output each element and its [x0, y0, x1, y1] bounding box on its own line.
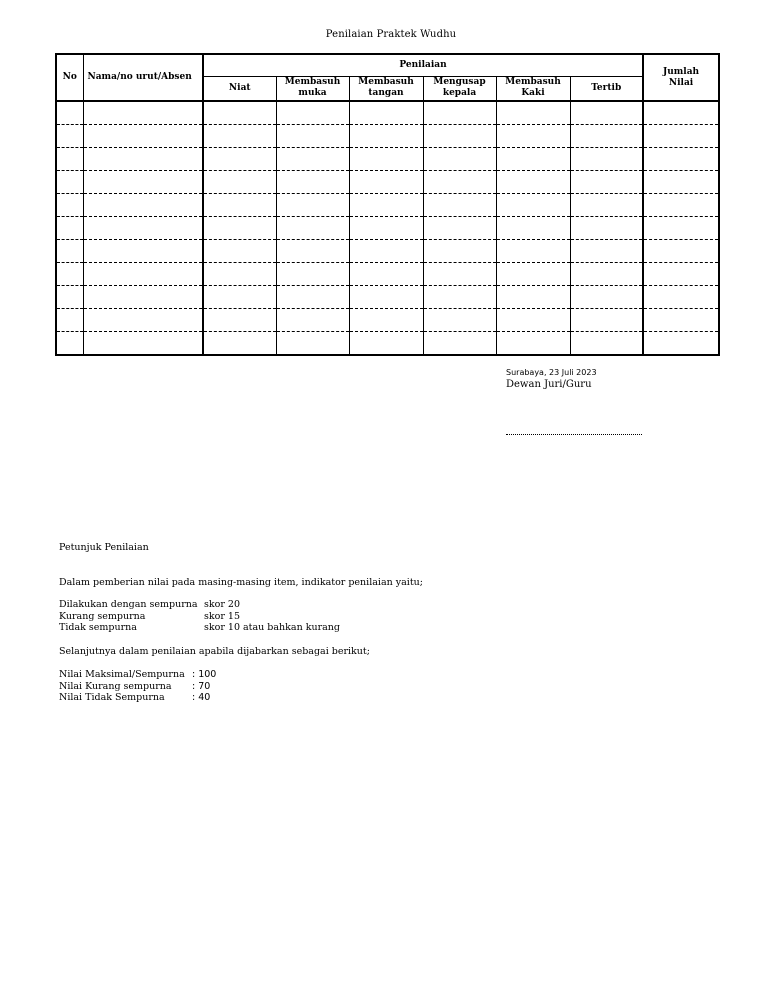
signature-place-date: Surabaya, 23 Juli 2023 — [506, 368, 597, 377]
table-cell[interactable] — [423, 171, 496, 194]
table-cell[interactable] — [643, 194, 719, 217]
table-cell[interactable] — [203, 101, 276, 125]
table-cell[interactable] — [349, 171, 423, 194]
table-cell[interactable] — [83, 125, 203, 148]
table-cell[interactable] — [56, 309, 83, 332]
table-cell[interactable] — [643, 148, 719, 171]
table-cell[interactable] — [643, 286, 719, 309]
header-name: Nama/no urut/Absen — [83, 54, 203, 101]
table-cell[interactable] — [496, 171, 570, 194]
table-cell[interactable] — [643, 171, 719, 194]
header-total-line2: Nilai — [668, 77, 694, 88]
table-cell[interactable] — [570, 263, 643, 286]
score-criteria-list — [59, 599, 340, 634]
table-cell[interactable] — [349, 101, 423, 125]
table-cell[interactable] — [643, 240, 719, 263]
table-cell[interactable] — [570, 194, 643, 217]
table-cell[interactable] — [496, 125, 570, 148]
table-row — [56, 148, 719, 171]
table-cell[interactable] — [83, 309, 203, 332]
score-value-label: Nilai Kurang sempurna — [59, 680, 172, 692]
table-row — [56, 217, 719, 240]
table-cell[interactable] — [423, 217, 496, 240]
table-cell[interactable] — [423, 101, 496, 125]
table-cell[interactable] — [203, 148, 276, 171]
table-cell[interactable] — [349, 194, 423, 217]
table-cell[interactable] — [276, 263, 349, 286]
score-value-label: Nilai Tidak Sempurna — [59, 692, 165, 703]
table-cell[interactable] — [83, 101, 203, 125]
table-cell[interactable] — [423, 286, 496, 309]
score-criterion-value: skor 10 atau bahkan kurang — [204, 622, 341, 633]
table-cell[interactable] — [349, 148, 423, 171]
table-cell[interactable] — [83, 217, 203, 240]
table-cell[interactable] — [570, 286, 643, 309]
table-cell[interactable] — [203, 309, 276, 332]
table-cell[interactable] — [643, 263, 719, 286]
table-row — [56, 194, 719, 217]
table-cell[interactable] — [496, 148, 570, 171]
score-criterion-row — [59, 622, 340, 634]
table-cell[interactable] — [349, 286, 423, 309]
table-cell[interactable] — [496, 309, 570, 332]
signature-line — [506, 434, 642, 435]
table-cell[interactable] — [496, 332, 570, 356]
table-cell[interactable] — [56, 217, 83, 240]
header-penilaian: Penilaian — [203, 54, 643, 76]
table-cell[interactable] — [349, 240, 423, 263]
table-row — [56, 309, 719, 332]
score-value-row — [59, 681, 216, 693]
table-cell[interactable] — [83, 194, 203, 217]
header-criterion-niat: Niat — [203, 76, 276, 101]
guide-intro: Dalam pemberian nilai pada masing-masing item, indikator penilaian yaitu; — [59, 577, 423, 588]
table-cell[interactable] — [203, 286, 276, 309]
table-cell[interactable] — [423, 263, 496, 286]
table-cell[interactable] — [423, 148, 496, 171]
table-row — [56, 171, 719, 194]
header-criterion-membasuh-kaki: Membasuh Kaki — [496, 76, 570, 101]
score-value-label: Nilai Maksimal/Sempurna — [59, 669, 185, 680]
header-total-line1: Jumlah — [662, 66, 700, 77]
table-cell[interactable] — [570, 148, 643, 171]
assessment-table — [55, 53, 720, 356]
table-cell[interactable] — [56, 263, 83, 286]
table-cell[interactable] — [496, 194, 570, 217]
table-cell[interactable] — [203, 125, 276, 148]
table-cell[interactable] — [83, 332, 203, 356]
table-cell[interactable] — [56, 194, 83, 217]
table-cell[interactable] — [203, 263, 276, 286]
table-cell[interactable] — [496, 101, 570, 125]
score-value: : 40 — [192, 692, 211, 703]
table-cell[interactable] — [83, 286, 203, 309]
table-cell[interactable] — [276, 148, 349, 171]
table-cell[interactable] — [643, 309, 719, 332]
signature-role: Dewan Juri/Guru — [506, 379, 592, 390]
table-cell[interactable] — [83, 263, 203, 286]
table-cell[interactable] — [83, 240, 203, 263]
table-cell[interactable] — [423, 194, 496, 217]
table-cell[interactable] — [496, 240, 570, 263]
table-cell[interactable] — [423, 125, 496, 148]
table-cell[interactable] — [349, 309, 423, 332]
score-value: : 70 — [192, 680, 211, 692]
table-cell[interactable] — [349, 263, 423, 286]
guide-title: Petunjuk Penilaian — [59, 542, 149, 553]
score-criterion-label: Dilakukan dengan sempurna — [59, 599, 198, 610]
header-total — [643, 54, 719, 101]
table-cell[interactable] — [203, 332, 276, 356]
table-cell[interactable] — [570, 125, 643, 148]
table-cell[interactable] — [203, 171, 276, 194]
table-cell[interactable] — [276, 332, 349, 356]
table-cell[interactable] — [643, 332, 719, 356]
table-cell[interactable] — [423, 309, 496, 332]
table-cell[interactable] — [56, 125, 83, 148]
table-cell[interactable] — [276, 125, 349, 148]
table-cell[interactable] — [276, 286, 349, 309]
header-criterion-tertib: Tertib — [570, 76, 643, 101]
table-cell[interactable] — [423, 240, 496, 263]
table-cell[interactable] — [56, 171, 83, 194]
table-cell[interactable] — [349, 217, 423, 240]
table-cell[interactable] — [56, 101, 83, 125]
guide-next: Selanjutnya dalam penilaian apabila dijabarkan sebagai berikut; — [59, 646, 370, 657]
table-cell[interactable] — [570, 309, 643, 332]
table-cell[interactable] — [203, 217, 276, 240]
table-row — [56, 101, 719, 125]
table-row — [56, 286, 719, 309]
table-cell[interactable] — [56, 332, 83, 356]
table-cell[interactable] — [349, 332, 423, 356]
table-cell[interactable] — [276, 240, 349, 263]
header-criterion-membasuh-muka: Membasuh muka — [276, 76, 349, 101]
table-cell[interactable] — [276, 309, 349, 332]
table-cell[interactable] — [56, 240, 83, 263]
table-cell[interactable] — [570, 332, 643, 356]
table-cell[interactable] — [56, 286, 83, 309]
table-cell[interactable] — [349, 125, 423, 148]
table-row — [56, 240, 719, 263]
table-cell[interactable] — [56, 148, 83, 171]
score-value-row — [59, 692, 216, 704]
table-cell[interactable] — [496, 217, 570, 240]
table-body — [56, 101, 719, 355]
score-criterion-row — [59, 611, 340, 623]
table-cell[interactable] — [203, 240, 276, 263]
table-cell[interactable] — [83, 171, 203, 194]
table-cell[interactable] — [276, 194, 349, 217]
table-cell[interactable] — [643, 125, 719, 148]
table-cell[interactable] — [496, 286, 570, 309]
table-cell[interactable] — [83, 148, 203, 171]
table-cell[interactable] — [276, 101, 349, 125]
table-cell[interactable] — [643, 101, 719, 125]
header-criterion-mengusap-kepala: Mengusap kepala — [423, 76, 496, 101]
table-cell[interactable] — [570, 217, 643, 240]
score-value: : 100 — [192, 669, 217, 680]
score-values-list — [59, 669, 216, 704]
table-row — [56, 125, 719, 148]
score-criterion-value: skor 15 — [204, 610, 241, 622]
table-cell[interactable] — [643, 217, 719, 240]
table-cell[interactable] — [570, 171, 643, 194]
table-cell[interactable] — [570, 101, 643, 125]
table-cell[interactable] — [423, 332, 496, 356]
table-row — [56, 332, 719, 356]
table-cell[interactable] — [570, 240, 643, 263]
header-no: No — [56, 54, 83, 101]
table-cell[interactable] — [276, 217, 349, 240]
table-cell[interactable] — [203, 194, 276, 217]
score-criterion-label: Tidak sempurna — [59, 622, 137, 633]
score-criterion-row — [59, 599, 340, 611]
table-cell[interactable] — [276, 171, 349, 194]
score-value-row — [59, 669, 216, 681]
header-criterion-membasuh-tangan: Membasuh tangan — [349, 76, 423, 101]
document-title: Penilaian Praktek Wudhu — [325, 29, 457, 40]
score-criterion-label: Kurang sempurna — [59, 610, 146, 622]
score-criterion-value: skor 20 — [204, 599, 241, 610]
table-cell[interactable] — [496, 263, 570, 286]
table-row — [56, 263, 719, 286]
